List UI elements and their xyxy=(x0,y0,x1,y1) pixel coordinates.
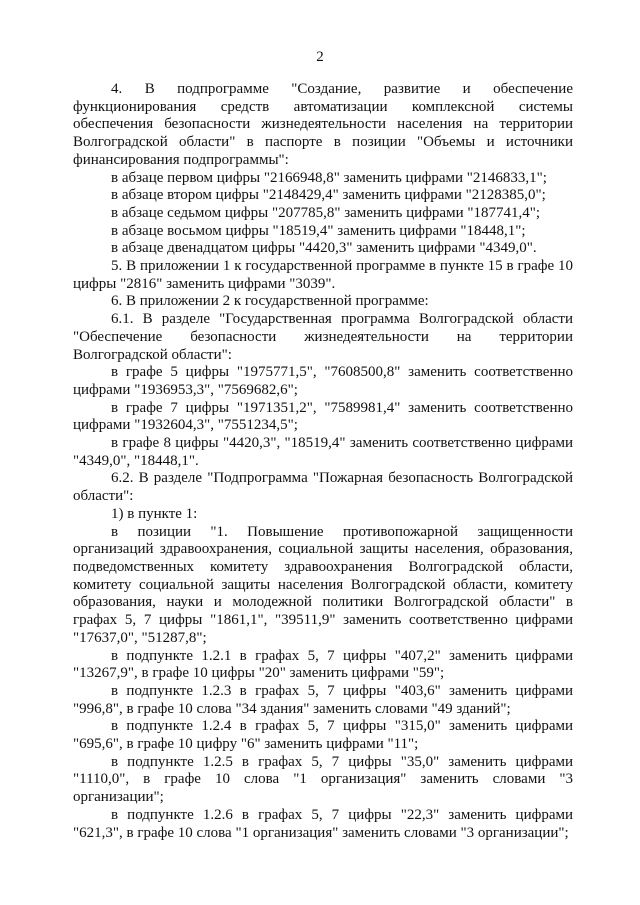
paragraph-6-2-item-1: 1) в пункте 1: xyxy=(111,505,198,522)
paragraph-subitem-1-2-5: в подпункте 1.2.5 в графах 5, 7 цифры "35,0" заменить цифрами "1110,0", в графе 10 слова "1 организация" заменить словами "3 организации"; xyxy=(73,753,573,806)
paragraph-6-1-column-5: в графе 5 цифры "1975771,5", "7608500,8" заменить соответственно цифрами "1936953,3", "7569682,6"; xyxy=(73,364,573,398)
paragraph-subitem-1-2-4: в подпункте 1.2.4 в графах 5, 7 цифры "315,0" заменить цифрами "695,6", в графе 10 цифру "6" заменить цифрами "11"; xyxy=(73,718,573,753)
paragraph-6: 6. В приложении 2 к государственной программе: xyxy=(111,293,429,310)
paragraph-4: 4. В подпрограмме "Создание, развитие и обеспечение функционирования средств автоматизации комплексной системы обеспечения безопасности жизнедеятельности населения на территории Волгоградской области" в паспорте в позиции "Объемы и источники финансирования подпрограммы": xyxy=(73,81,573,168)
paragraph-4-item-2: в абзаце втором цифры "2148429,4" заменить цифрами "2128385,0"; xyxy=(111,187,546,204)
paragraph-5: 5. В приложении 1 к государственной программе в пункте 15 в графе 10 цифры "2816" заменить цифрами "3039". xyxy=(73,258,573,292)
document-body xyxy=(73,81,573,842)
paragraph-6-1: 6.1. В разделе "Государственная программа Волгоградской области "Обеспечение безопасности жизнедеятельности на территории Волгоградской области": xyxy=(73,311,573,363)
paragraph-6-2: 6.2. В разделе "Подпрограмма "Пожарная безопасность Волгоградской области": xyxy=(73,470,573,505)
paragraph-position-1: в позиции "1. Повышение противопожарной защищенности организаций здравоохранения, социальной защиты населения, образования, подведомственных комитету здравоохранения Волгоградской области, комитету социальной защиты населения Волгоградской области, комитету образования, науки и молодежной политики Волгоградской области" в графах 5, 7 цифры "1861,1", "39511,9" заменить соответственно цифрами "17637,0", "51287,8"; xyxy=(73,523,573,646)
paragraph-subitem-1-2-6: в подпункте 1.2.6 в графах 5, 7 цифры "22,3" заменить цифрами "621,3", в графе 10 слова "1 организация" заменить словами "3 организации"; xyxy=(73,806,573,841)
paragraph-subitem-1-2-1: в подпункте 1.2.1 в графах 5, 7 цифры "407,2" заменить цифрами "13267,9", в графе 10 цифры "20" заменить цифрами "59"; xyxy=(73,647,573,682)
paragraph-6-1-column-7: в графе 7 цифры "1971351,2", "7589981,4" заменить соответственно цифрами "1932604,3", "7551234,5"; xyxy=(73,399,573,434)
paragraph-4-item-12: в абзаце двенадцатом цифры "4420,3" заменить цифрами "4349,0". xyxy=(111,240,537,257)
paragraph-subitem-1-2-3: в подпункте 1.2.3 в графах 5, 7 цифры "403,6" заменить цифрами "996,8", в графе 10 слова "34 здания" заменить словами "49 зданий"; xyxy=(73,682,573,717)
page-number: 2 xyxy=(316,49,324,65)
paragraph-4-item-8: в абзаце восьмом цифры "18519,4" заменить цифрами "18448,1"; xyxy=(111,222,526,239)
paragraph-4-item-7: в абзаце седьмом цифры "207785,8" заменить цифрами "187741,4"; xyxy=(111,204,541,221)
paragraph-4-item-1: в абзаце первом цифры "2166948,8" заменить цифрами "2146833,1"; xyxy=(111,169,547,186)
paragraph-6-1-column-8: в графе 8 цифры "4420,3", "18519,4" заменить соответственно цифрами "4349,0", "18448,1". xyxy=(73,435,573,469)
